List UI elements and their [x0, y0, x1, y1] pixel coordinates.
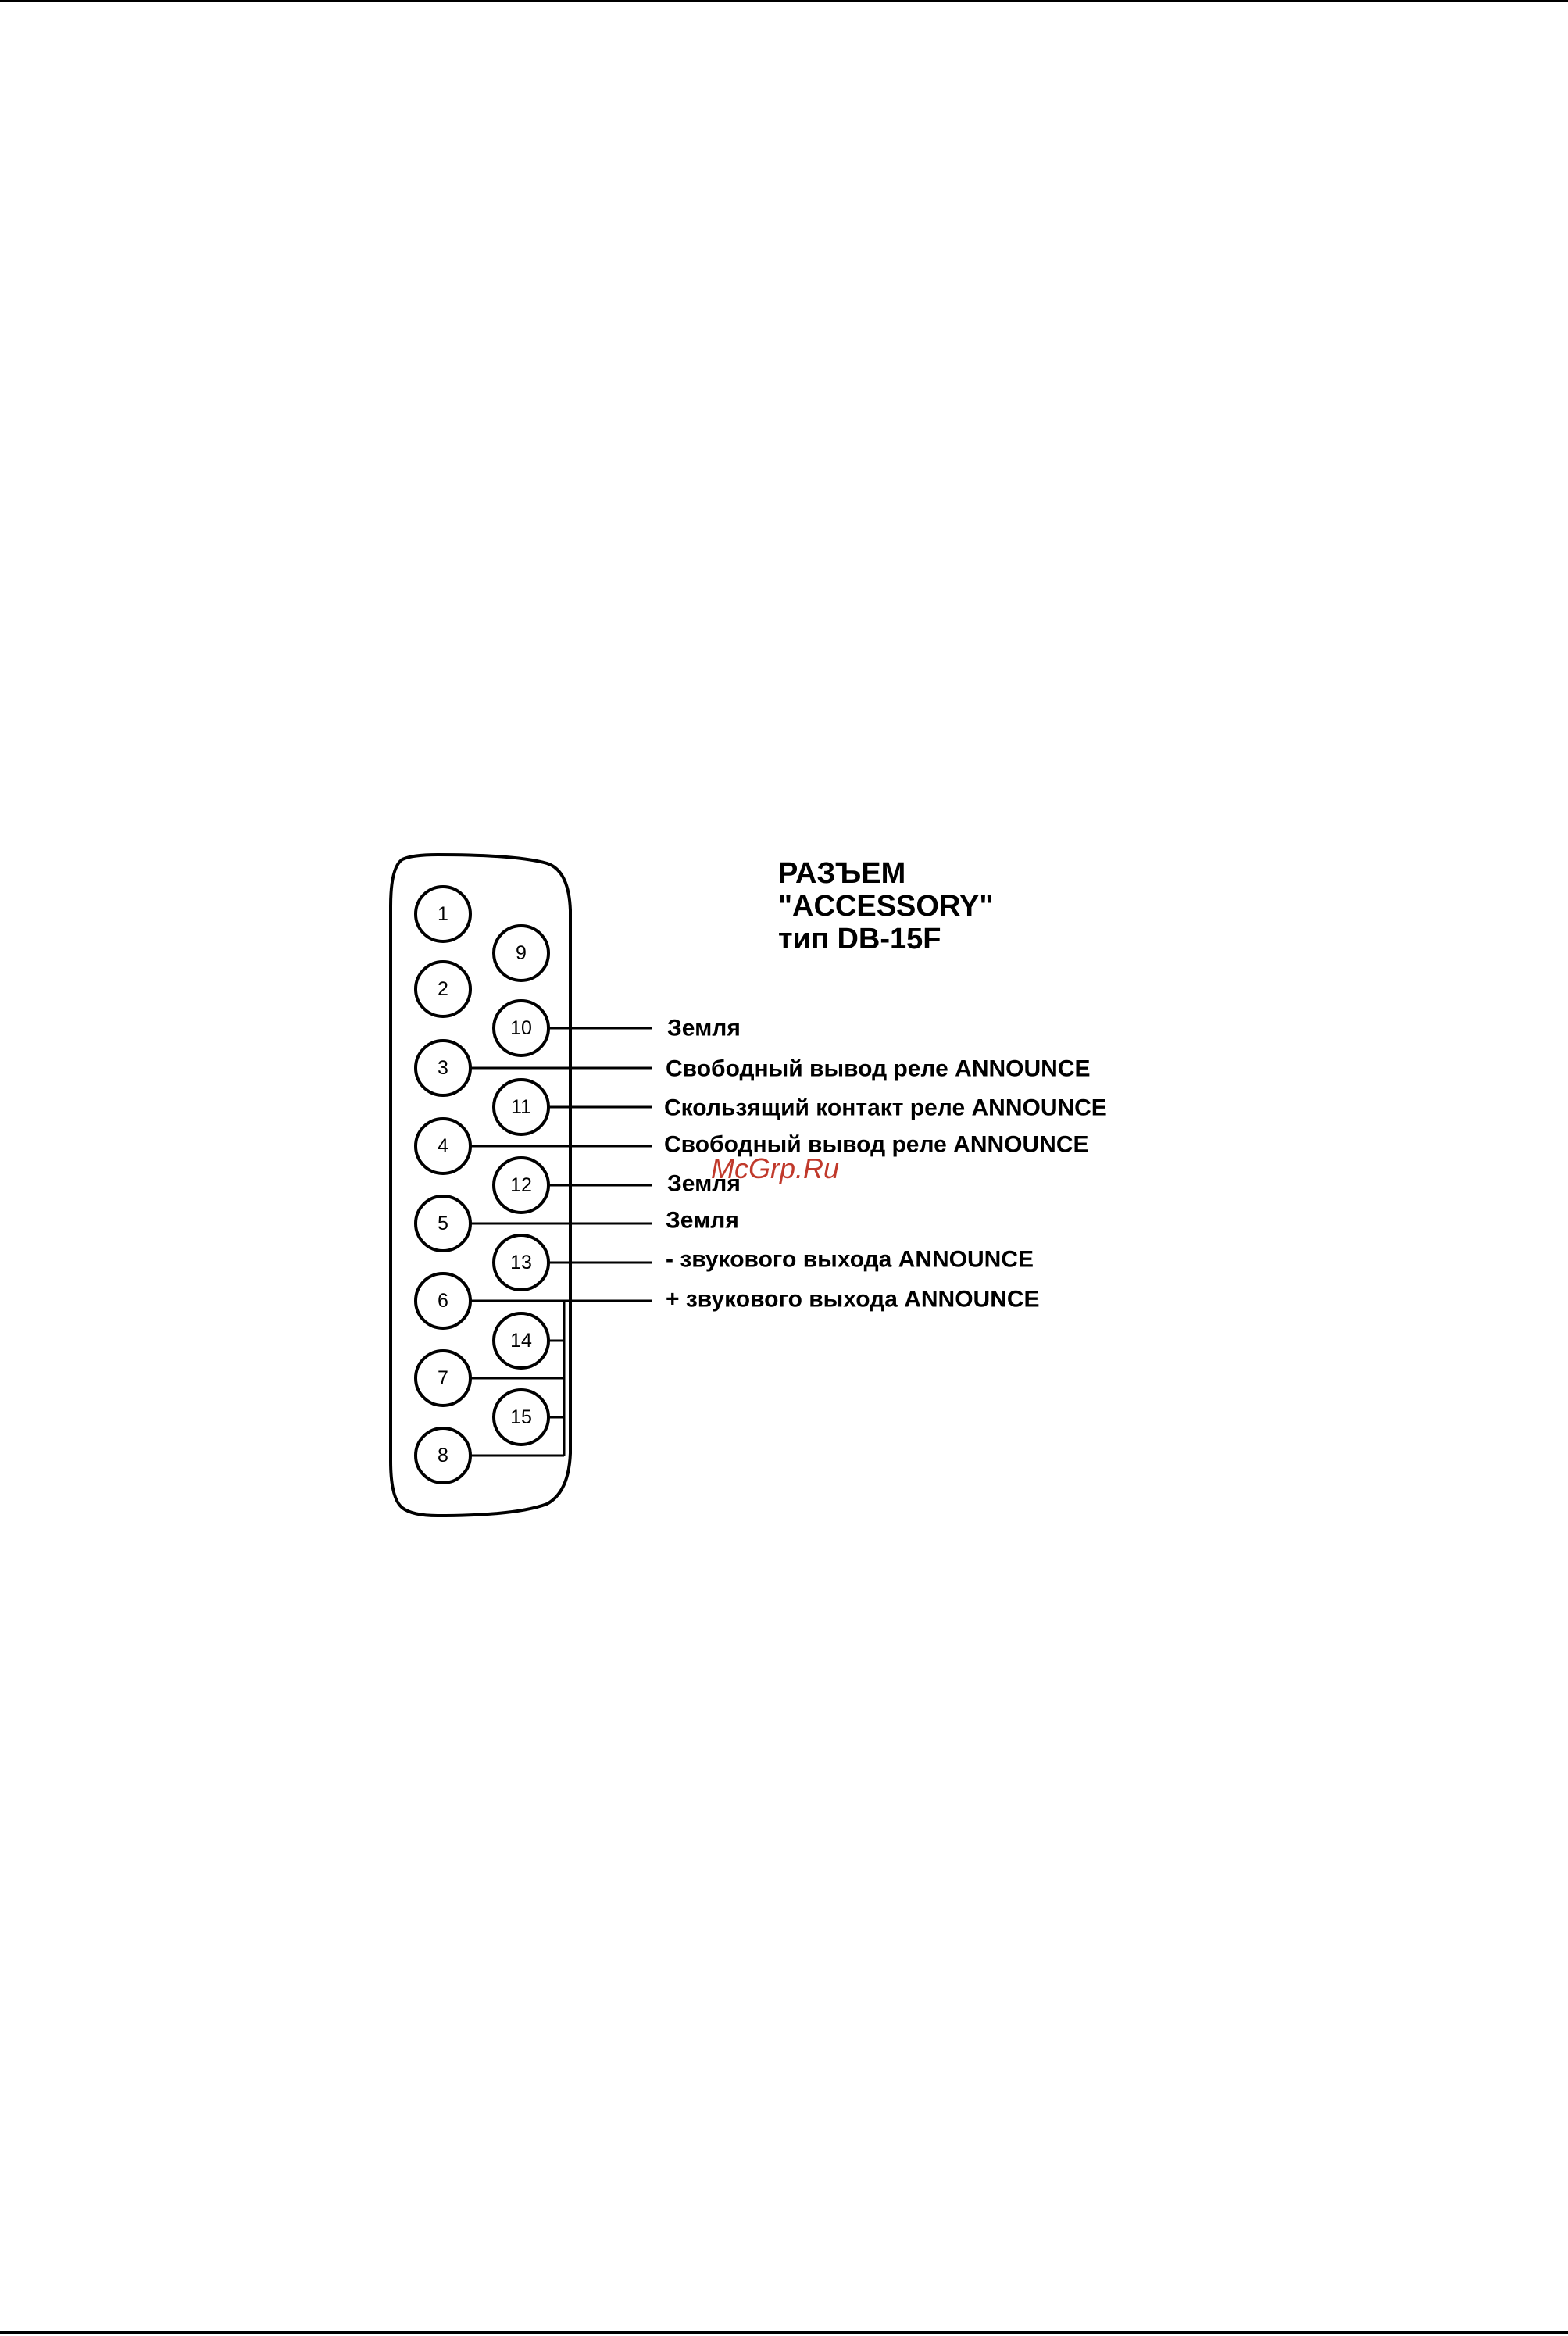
pin-number: 11	[511, 1096, 531, 1118]
label-pin-11: Скользящий контакт реле ANNOUNCE	[664, 1095, 1107, 1121]
label-pin-6: + звукового выхода ANNOUNCE	[666, 1286, 1040, 1313]
connector-title-line-1: РАЗЪЕМ	[778, 857, 906, 890]
pin-number: 2	[438, 978, 448, 1000]
label-pin-3: Свободный вывод реле ANNOUNCE	[666, 1055, 1091, 1082]
pin-number: 1	[438, 903, 448, 925]
pin-number: 7	[438, 1367, 448, 1389]
label-pin-13: - звукового выхода ANNOUNCE	[666, 1246, 1034, 1273]
pin-number: 15	[510, 1406, 532, 1428]
label-pin-12: Земля	[667, 1170, 741, 1197]
pin-number: 14	[510, 1330, 532, 1352]
pin-number: 12	[510, 1174, 532, 1196]
bottom-page-rule	[0, 2331, 1568, 2334]
pin-number: 4	[438, 1135, 448, 1157]
pin-number: 3	[438, 1057, 448, 1079]
pin-number: 13	[510, 1252, 532, 1273]
label-pin-4: Свободный вывод реле ANNOUNCE	[664, 1131, 1089, 1158]
pin-number: 6	[438, 1290, 448, 1312]
pin-number: 10	[510, 1017, 532, 1039]
pin-number: 5	[438, 1213, 448, 1234]
pin-number: 8	[438, 1445, 448, 1466]
connector-title-line-2: "ACCESSORY"	[778, 890, 994, 923]
pin-number: 9	[516, 942, 527, 964]
watermark: McGrp.Ru	[711, 1152, 840, 1184]
connector-title-line-3: тип DB-15F	[778, 923, 941, 955]
label-pin-10: Земля	[667, 1015, 741, 1041]
label-pin-5: Земля	[666, 1207, 739, 1234]
